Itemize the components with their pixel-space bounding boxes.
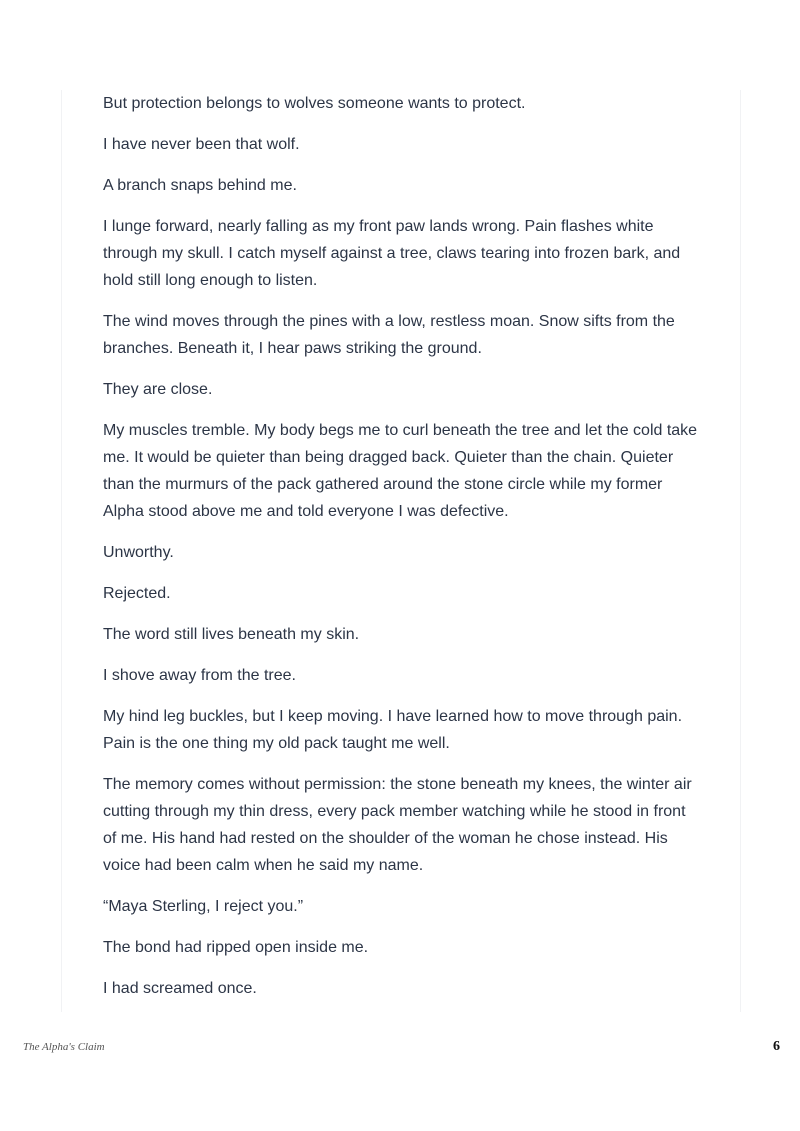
paragraph: The word still lives beneath my skin. [103,626,360,643]
paragraph: The bond had ripped open inside me. [103,939,369,956]
paragraph: I shove away from the tree. [103,667,296,684]
paragraph: But protection belongs to wolves someone wants to protect. [103,95,526,112]
paragraph: A branch snaps behind me. [103,177,297,194]
paragraph: They are close. [103,381,213,398]
paragraph: I had screamed once. [103,980,257,997]
paragraph: Rejected. [103,585,171,602]
paragraph: “Maya Sterling, I reject you.” [103,898,304,915]
paragraph: Unworthy. [103,544,174,561]
footer-book-title: The Alpha's Claim [23,1041,105,1053]
paragraph: I have never been that wolf. [103,136,300,153]
body-text [103,90,703,1016]
footer-page-number: 6 [773,1039,780,1054]
paragraph: My hind leg buckles, but I keep moving. I have learned how to move through pain. Pain is the one thing my old pack taught me well. [103,708,683,752]
paragraph: The memory comes without permission: the stone beneath my knees, the winter air cutting through my thin dress, every pack member watching while he stood in front of me. His hand had rested on the shoulder of the woman he chose instead. His voice had been calm when he said my name. [103,776,692,874]
paragraph: The wind moves through the pines with a low, restless moan. Snow sifts from the branches. Beneath it, I hear paws striking the ground. [103,313,675,357]
paragraph: I lunge forward, nearly falling as my front paw lands wrong. Pain flashes white through my skull. I catch myself against a tree, claws tearing into frozen bark, and hold still long enough to listen. [103,218,681,289]
paragraph: My muscles tremble. My body begs me to curl beneath the tree and let the cold take me. It would be quieter than being dragged back. Quieter than the chain. Quieter than the murmurs of the pack gathered around the stone circle while my former Alpha stood above me and told everyone I was defective. [103,422,698,520]
